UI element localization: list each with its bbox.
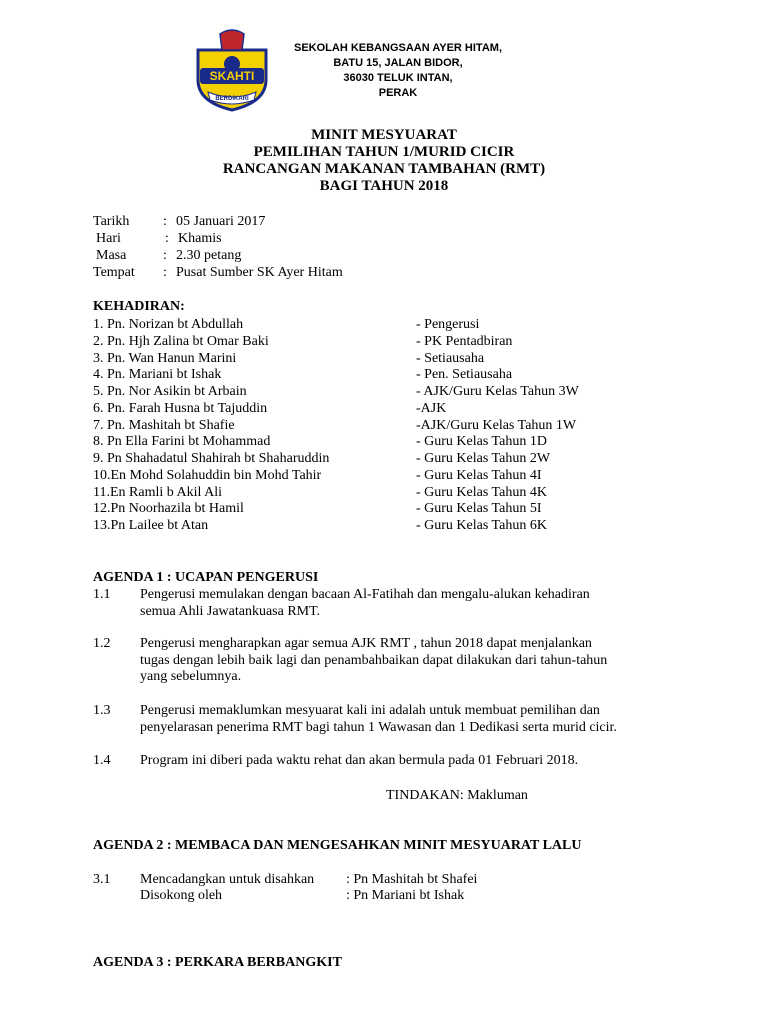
detail-sep: : — [163, 248, 167, 263]
attendance-role: - PK Pentadbiran — [416, 334, 513, 349]
title-line-3: RANCANGAN MAKANAN TAMBAHAN (RMT) — [222, 161, 546, 177]
agenda-2-row-value: : Pn Mariani bt Ishak — [346, 888, 465, 903]
agenda-item-text: Program ini diberi pada waktu rehat dan akan bermula pada 01 Februari 2018. — [140, 753, 579, 768]
detail-value: Pusat Sumber SK Ayer Hitam — [176, 265, 343, 280]
attendance-name: 4. Pn. Mariani bt Ishak — [93, 367, 222, 382]
agenda-item-text: penyelarasan penerima RMT bagi tahun 1 Wawasan dan 1 Dedikasi serta murid cicir. — [140, 719, 617, 735]
title-line-4: BAGI TAHUN 2018 — [319, 178, 449, 194]
school-logo — [190, 28, 274, 112]
agenda-2-heading: AGENDA 2 : MEMBACA DAN MENGESAHKAN MINIT MESYUARAT LALU — [93, 838, 582, 853]
agenda-item-text: yang sebelumnya. — [140, 669, 242, 685]
attendance-role: - Guru Kelas Tahun 1D — [416, 434, 547, 449]
title-line-1: MINIT MESYUARAT — [311, 127, 457, 143]
agenda-3-heading: AGENDA 3 : PERKARA BERBANGKIT — [93, 955, 342, 970]
agenda-1-action: TINDAKAN: Makluman — [386, 788, 528, 803]
detail-label: Hari — [96, 231, 121, 246]
logo-ribbon-text: BERDIKARI — [215, 96, 249, 102]
title-line-2: PEMILIHAN TAHUN 1/MURID CICIR — [253, 144, 515, 160]
attendance-name: 7. Pn. Mashitah bt Shafie — [93, 418, 235, 433]
attendance-name: 9. Pn Shahadatul Shahirah bt Shaharuddin — [93, 451, 330, 466]
agenda-item-text: Pengerusi mengharapkan agar semua AJK RMT , tahun 2018 dapat menjalankan — [140, 636, 592, 651]
attendance-name: 1. Pn. Norizan bt Abdullah — [93, 317, 244, 332]
attendance-name: 6. Pn. Farah Husna bt Tajuddin — [93, 401, 268, 416]
attendance-role: - Guru Kelas Tahun 6K — [416, 518, 547, 533]
attendance-heading: KEHADIRAN: — [93, 299, 185, 314]
attendance-role: - Guru Kelas Tahun 4K — [416, 485, 547, 500]
agenda-item-text: semua Ahli Jawatankuasa RMT. — [140, 603, 321, 619]
address-line-4: PERAK — [378, 87, 418, 99]
attendance-role: - Pengerusi — [416, 317, 480, 332]
attendance-role: - Guru Kelas Tahun 2W — [416, 451, 551, 466]
attendance-role: - Setiausaha — [416, 351, 485, 366]
agenda-1-heading: AGENDA 1 : UCAPAN PENGERUSI — [93, 570, 319, 585]
detail-sep: : — [165, 231, 169, 246]
agenda-item-number: 1.2 — [93, 636, 111, 651]
detail-sep: : — [163, 265, 167, 280]
attendance-name: 8. Pn Ella Farini bt Mohammad — [93, 434, 271, 449]
attendance-name: 10.En Mohd Solahuddin bin Mohd Tahir — [93, 468, 322, 483]
address-line-1: SEKOLAH KEBANGSAAN AYER HITAM, — [294, 42, 502, 54]
attendance-name: 11.En Ramli b Akil Ali — [93, 485, 222, 500]
agenda-2-num: 3.1 — [93, 872, 111, 887]
detail-value: 05 Januari 2017 — [176, 214, 266, 229]
agenda-item-number: 1.4 — [93, 753, 111, 768]
logo-text: SKAHTI — [209, 69, 255, 83]
attendance-role: - Guru Kelas Tahun 5I — [416, 501, 542, 516]
attendance-name: 12.Pn Noorhazila bt Hamil — [93, 501, 244, 516]
detail-value: 2.30 petang — [176, 248, 242, 263]
detail-sep: : — [163, 214, 167, 229]
attendance-role: -AJK — [416, 401, 447, 416]
attendance-role: - Pen. Setiausaha — [416, 367, 513, 382]
agenda-2-row-label: Disokong oleh — [140, 888, 223, 903]
detail-label: Tarikh — [93, 214, 130, 229]
attendance-role: -AJK/Guru Kelas Tahun 1W — [416, 418, 577, 433]
agenda-2-row-label: Mencadangkan untuk disahkan — [140, 872, 315, 887]
agenda-item-text: tugas dengan lebih baik lagi dan penambahbaikan dapat dilakukan dari tahun-tahun — [140, 652, 608, 668]
attendance-name: 5. Pn. Nor Asikin bt Arbain — [93, 384, 247, 399]
attendance-role: - AJK/Guru Kelas Tahun 3W — [416, 384, 579, 399]
logo-crest — [220, 30, 244, 50]
attendance-name: 13.Pn Lailee bt Atan — [93, 518, 209, 533]
agenda-item-text: Pengerusi memaklumkan mesyuarat kali ini adalah untuk membuat pemilihan dan — [140, 703, 600, 718]
detail-value: Khamis — [178, 231, 222, 246]
attendance-name: 2. Pn. Hjh Zalina bt Omar Baki — [93, 334, 269, 349]
detail-label: Masa — [96, 248, 127, 263]
attendance-role: - Guru Kelas Tahun 4I — [416, 468, 542, 483]
address-line-3: 36030 TELUK INTAN, — [343, 72, 453, 84]
agenda-item-number: 1.3 — [93, 703, 111, 718]
agenda-item-number: 1.1 — [93, 587, 111, 602]
detail-label: Tempat — [93, 265, 135, 280]
agenda-item-text: Pengerusi memulakan dengan bacaan Al-Fatihah dan mengalu-alukan kehadiran — [140, 587, 590, 602]
address-line-2: BATU 15, JALAN BIDOR, — [333, 57, 463, 69]
attendance-name: 3. Pn. Wan Hanun Marini — [93, 351, 237, 366]
agenda-2-row-value: : Pn Mashitah bt Shafei — [346, 872, 478, 887]
